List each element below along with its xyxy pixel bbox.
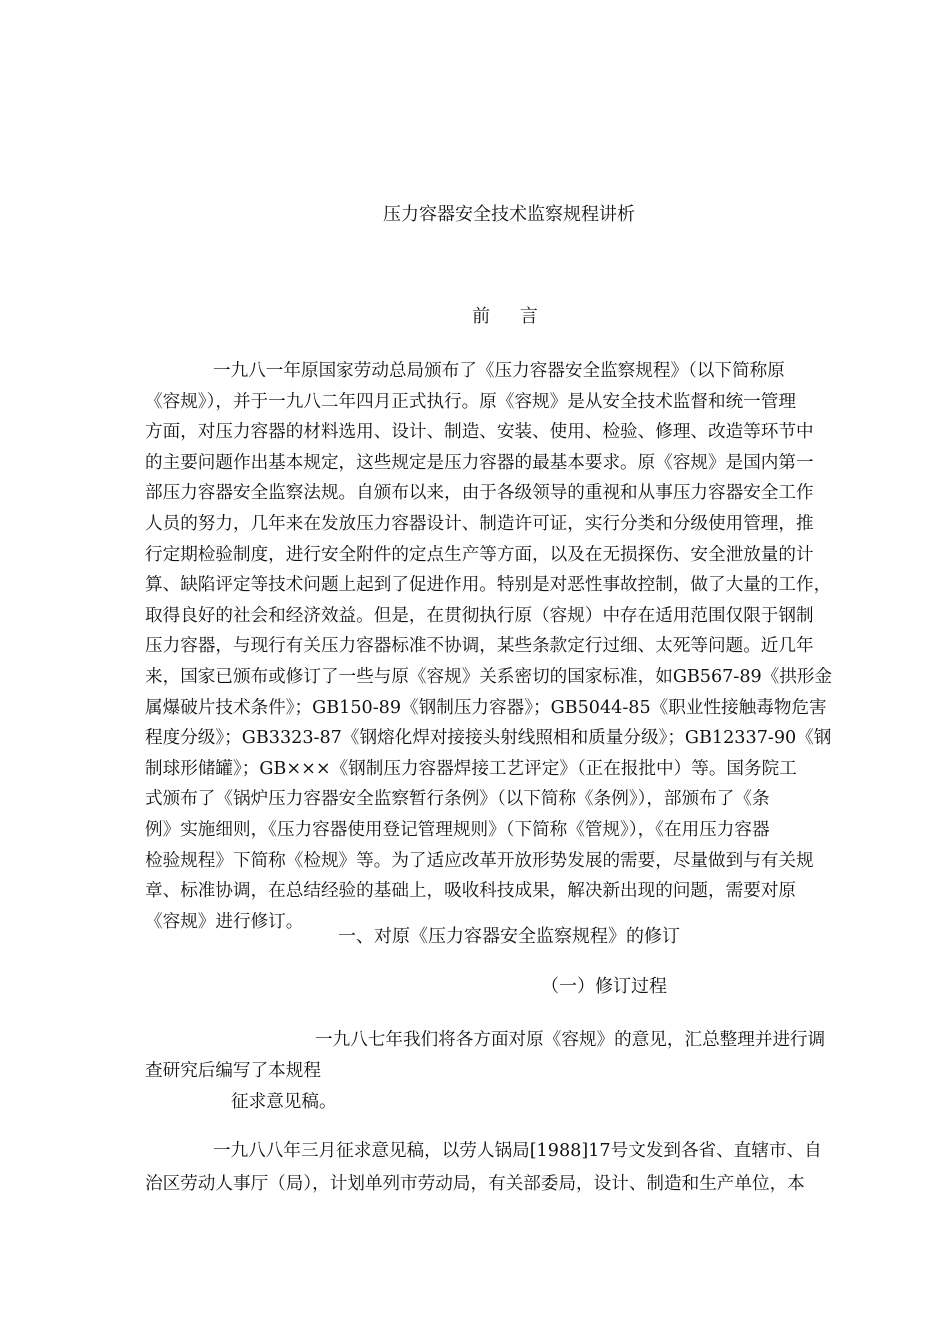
text-line: 压力容器，与现行有关压力容器标准不协调，某些条款定行过细、太死等问题。近几年	[145, 636, 814, 657]
text-line: 一九八八年三月征求意见稿，以劳人锅局[1988]17号文发到各省、直辖市、自	[213, 1141, 822, 1161]
text-line: 一九八一年原国家劳动总局颁布了《压力容器安全监察规程》（以下简称原	[213, 361, 785, 381]
text-line: 方面，对压力容器的材料选用、设计、制造、安装、使用、检验、修理、改造等环节中	[145, 422, 814, 443]
text-line: 例》实施细则，《压力容器使用登记管理规则》（下简称《管规》），《在用压力容器	[145, 819, 770, 840]
text-line: 取得良好的社会和经济效益。但是，在贯彻执行原（容规）中存在适用范围仅限于钢制	[145, 605, 814, 626]
text-line: 属爆破片技术条件》；GB150-89《钢制压力容器》；GB5044-85《职业性接触毒物危害	[145, 697, 827, 718]
text-line: 行定期检验制度，进行安全附件的定点生产等方面，以及在无损探伤、安全泄放量的计	[145, 544, 814, 565]
text-line: 部压力容器安全监察法规。自颁布以来，由于各级领导的重视和从事压力容器安全工作	[145, 483, 814, 504]
draft-paragraph	[145, 1135, 885, 1201]
preface-paragraph	[145, 356, 885, 937]
text-line: 算、缺陷评定等技术问题上起到了促进作用。特别是对恶性事故控制，做了大量的工作，	[145, 575, 832, 596]
text-line: 来，国家已颁布或修订了一些与原《容规》关系密切的国家标准，如GB567-89《拱形金	[145, 666, 833, 687]
text-line: 制球形储罐》；GB×××《钢制压力容器焊接工艺评定》（正在报批中）等。国务院工	[145, 758, 797, 779]
text-line: 检验规程》下简称《检规》等。为了适应改革开放形势发展的需要，尽量做到与有关规	[145, 850, 814, 871]
text-line: 程度分级》；GB3323-87《钢熔化焊对接接头射线照相和质量分级》；GB12337-90《钢	[145, 728, 832, 749]
text-line: 治区劳动人事厅（局），计划单列市劳动局，有关部委局，设计、制造和生产单位，本	[145, 1174, 805, 1194]
text-line: 《容规》），并于一九八二年四月正式执行。原《容规》是从安全技术监督和统一管理	[145, 391, 796, 412]
text-line: 章、标准协调，在总结经验的基础上，吸收科技成果，解决新出现的问题，需要对原	[145, 881, 796, 902]
revision-paragraph	[145, 1025, 885, 1118]
text-line: 的主要问题作出基本规定，这些规定是压力容器的最基本要求。原《容规》是国内第一	[145, 452, 814, 473]
text-line: 《容规》进行修订。	[145, 911, 304, 932]
text-line: 一九八七年我们将各方面对原《容规》的意见，汇总整理并进行调	[315, 1030, 826, 1050]
text-line: 征求意见稿。	[231, 1092, 337, 1112]
section-heading: 一、对原《压力容器安全监察规程》的修订	[338, 926, 680, 947]
text-line: 人员的努力，几年来在发放压力容器设计、制造许可证，实行分类和分级使用管理，推	[145, 513, 814, 534]
text-line: 式颁布了《锅炉压力容器安全监察暂行条例》（以下简称《条例》），部颁布了《条	[145, 789, 770, 810]
document-title: 压力容器安全技术监察规程讲析	[383, 204, 635, 225]
subsection-heading: （一）修订过程	[541, 976, 667, 997]
text-line: 查研究后编写了本规程	[145, 1061, 321, 1081]
preface-heading: 前 言	[472, 306, 550, 327]
